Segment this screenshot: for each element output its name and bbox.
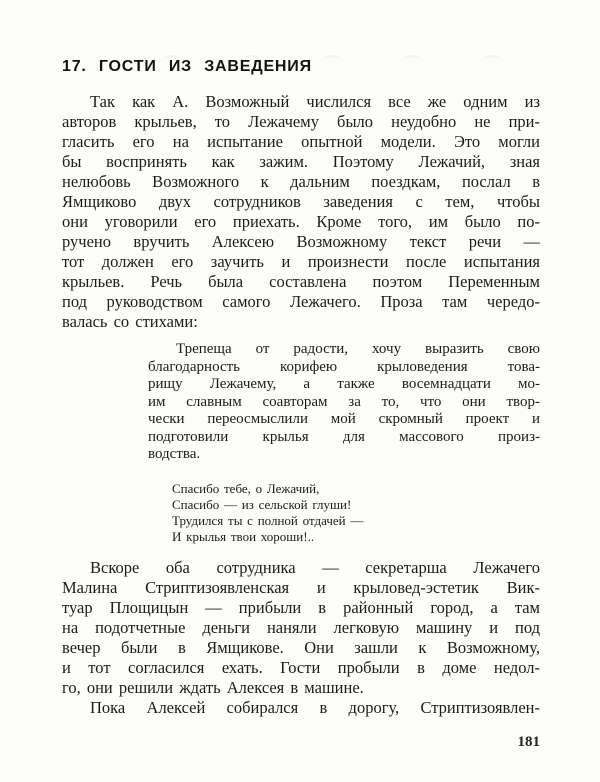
text-line: подготовили крылья для массового произ- <box>148 428 540 445</box>
text-line: авторов крыльев, то Лежачему было неудобно не при- <box>62 112 540 131</box>
text-line: водства. <box>148 446 201 462</box>
text-line: валась со стихами: <box>62 312 198 331</box>
text-line: чески переосмыслили мой скромный проект и <box>148 411 540 427</box>
text-line: крыльев. Речь была составлена поэтом Переменным <box>62 272 540 291</box>
text-line: Ямщиково двух сотрудников заведения с тем, чтобы <box>62 192 540 211</box>
text-line: туар Площицын — прибыли в районный город, а там <box>62 597 540 617</box>
text-line: Так как А. Возможный числился все же одним из <box>90 92 540 111</box>
text-line: вечер были в Ямщикове. Они зашли к Возможному, <box>62 637 540 657</box>
paragraph-block <box>62 698 540 718</box>
text-line: под руководством самого Лежачего. Проза там чередо- <box>62 292 540 311</box>
text-line: И крылья твои хороши!.. <box>172 528 315 544</box>
text-line: Вскоре оба сотрудника — секретарша Лежачего <box>90 557 540 577</box>
text-line: Спасибо — из сельской глуши! <box>172 496 352 512</box>
text-line: Трепеща от радости, хочу выразить свою <box>176 341 540 357</box>
text-line: тот должен его заучить и произнести после испытания <box>62 252 540 271</box>
paragraph-block <box>62 558 540 698</box>
text-line: бы воспринять как зажим. Поэтому Лежачий, зная <box>62 152 540 171</box>
text-line: Малина Стриптизоявленская и крыловед-эстетик Вик- <box>62 577 540 597</box>
text-line: Трудился ты с полной отдачей — <box>172 512 364 528</box>
verse-block <box>172 481 540 545</box>
text-line: благодарность корифею крыловедения това- <box>148 358 540 375</box>
text-line: на подотчетные деньги наняли легковую машину и под <box>62 617 540 637</box>
paragraph-block <box>62 92 540 332</box>
text-line: нелюбовь Возможного к дальним поездкам, послал в <box>62 172 540 191</box>
text-line: го, они решили ждать Алексея в машине. <box>62 677 364 697</box>
text-line: Спасибо тебе, о Лежачий, <box>172 480 320 496</box>
text-line: ручено вручить Алексею Возможному текст речи — <box>62 232 540 251</box>
text-line: рищу Лежачему, а также восемнадцати мо- <box>148 376 540 392</box>
text-line: они уговорили его приехать. Кроме того, им было по- <box>62 212 540 231</box>
text-line: Пока Алексей собирался в дорогу, Стриптизоявлен- <box>90 697 540 717</box>
page-number: 181 <box>517 733 540 750</box>
chapter-heading: 17. ГОСТИ ИЗ ЗАВЕДЕНИЯ <box>62 58 312 75</box>
text-line: гласить его на испытание опытной модели. Это могли <box>62 132 540 151</box>
text-line: им славным соавторам за то, что они твор- <box>148 393 540 410</box>
text-line: и тот согласился ехать. Гости пробыли в доме недол- <box>62 657 540 677</box>
quote-block <box>148 341 540 464</box>
text-body <box>62 92 540 718</box>
